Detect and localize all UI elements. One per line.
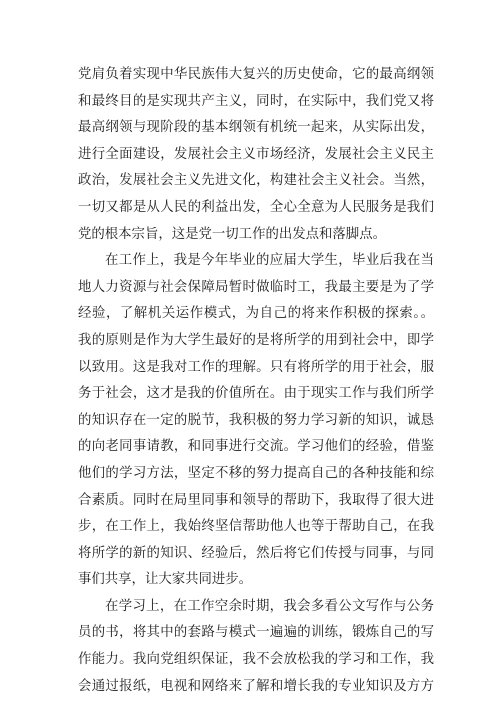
paragraph-line: 党肩负着实现中华民族伟大复兴的历史使命，它的最高纲领 <box>78 67 434 82</box>
paragraph-line: 党的根本宗旨，这是党一切工作的出发点和落脚点。 <box>78 226 386 242</box>
paragraph-line: 事们共享，让大家共同进步。 <box>78 572 253 588</box>
paragraph-line: 会通过报纸，电视和网络来了解和增长我的专业知识及方方 <box>78 678 434 694</box>
document-body <box>78 62 434 700</box>
paragraph-line: 经验，了解机关运作模式，为自己的将来作积极的探索。。 <box>78 306 434 322</box>
paragraph-line: 以致用。这是我对工作的理解。只有将所学的用于社会，服 <box>78 359 434 375</box>
paragraph-line: 步，在工作上，我始终坚信帮助他人也等于帮助自己，在我 <box>78 519 434 535</box>
paragraph-first-line: 在工作上，我是今年毕业的应届大学生，毕业后我在当 <box>105 253 434 269</box>
paragraph-line: 和最终目的是实现共产主义，同时，在实际中，我们党又将 <box>78 93 434 109</box>
paragraph-line: 政治，发展社会主义先进文化，构建社会主义社会。当然， <box>78 173 434 189</box>
paragraph-first-line: 在学习上，在工作空余时期，我会多看公文写作与公务 <box>105 598 434 614</box>
paragraph-line: 务于社会，这才是我的价值所在。由于现实工作与我们所学 <box>78 386 434 402</box>
paragraph-line: 将所学的新的知识、经验后，然后将它们传授与同事，与同 <box>78 545 434 561</box>
paragraph-line: 地人力资源与社会保障局暂时做临时工，我最主要是为了学 <box>78 279 434 295</box>
paragraph-line: 进行全面建设，发展社会主义市场经济，发展社会主义民主 <box>78 146 434 162</box>
paragraph-line: 他们的学习方法，坚定不移的努力提高自己的各种技能和综 <box>78 465 434 481</box>
paragraph-line: 员的书，将其中的套路与模式一遍遍的训练，锻炼自己的写 <box>78 625 434 641</box>
paragraph-line: 的向老同事请教，和同事进行交流。学习他们的经验，借鉴 <box>78 439 434 455</box>
paragraph-line: 合素质。同时在局里同事和领导的帮助下，我取得了很大进 <box>78 492 434 508</box>
paragraph-line: 我的原则是作为大学生最好的是将所学的用到社会中，即学 <box>78 332 434 348</box>
paragraph-line: 作能力。我向党组织保证，我不会放松我的学习和工作，我 <box>78 652 434 668</box>
paragraph-line: 的知识存在一定的脱节，我积极的努力学习新的知识，诚恳 <box>78 412 434 428</box>
paragraph-line: 最高纲领与现阶段的基本纲领有机统一起来，从实际出发， <box>78 120 434 136</box>
paragraph-line: 一切又都是从人民的利益出发，全心全意为人民服务是我们 <box>78 199 434 215</box>
